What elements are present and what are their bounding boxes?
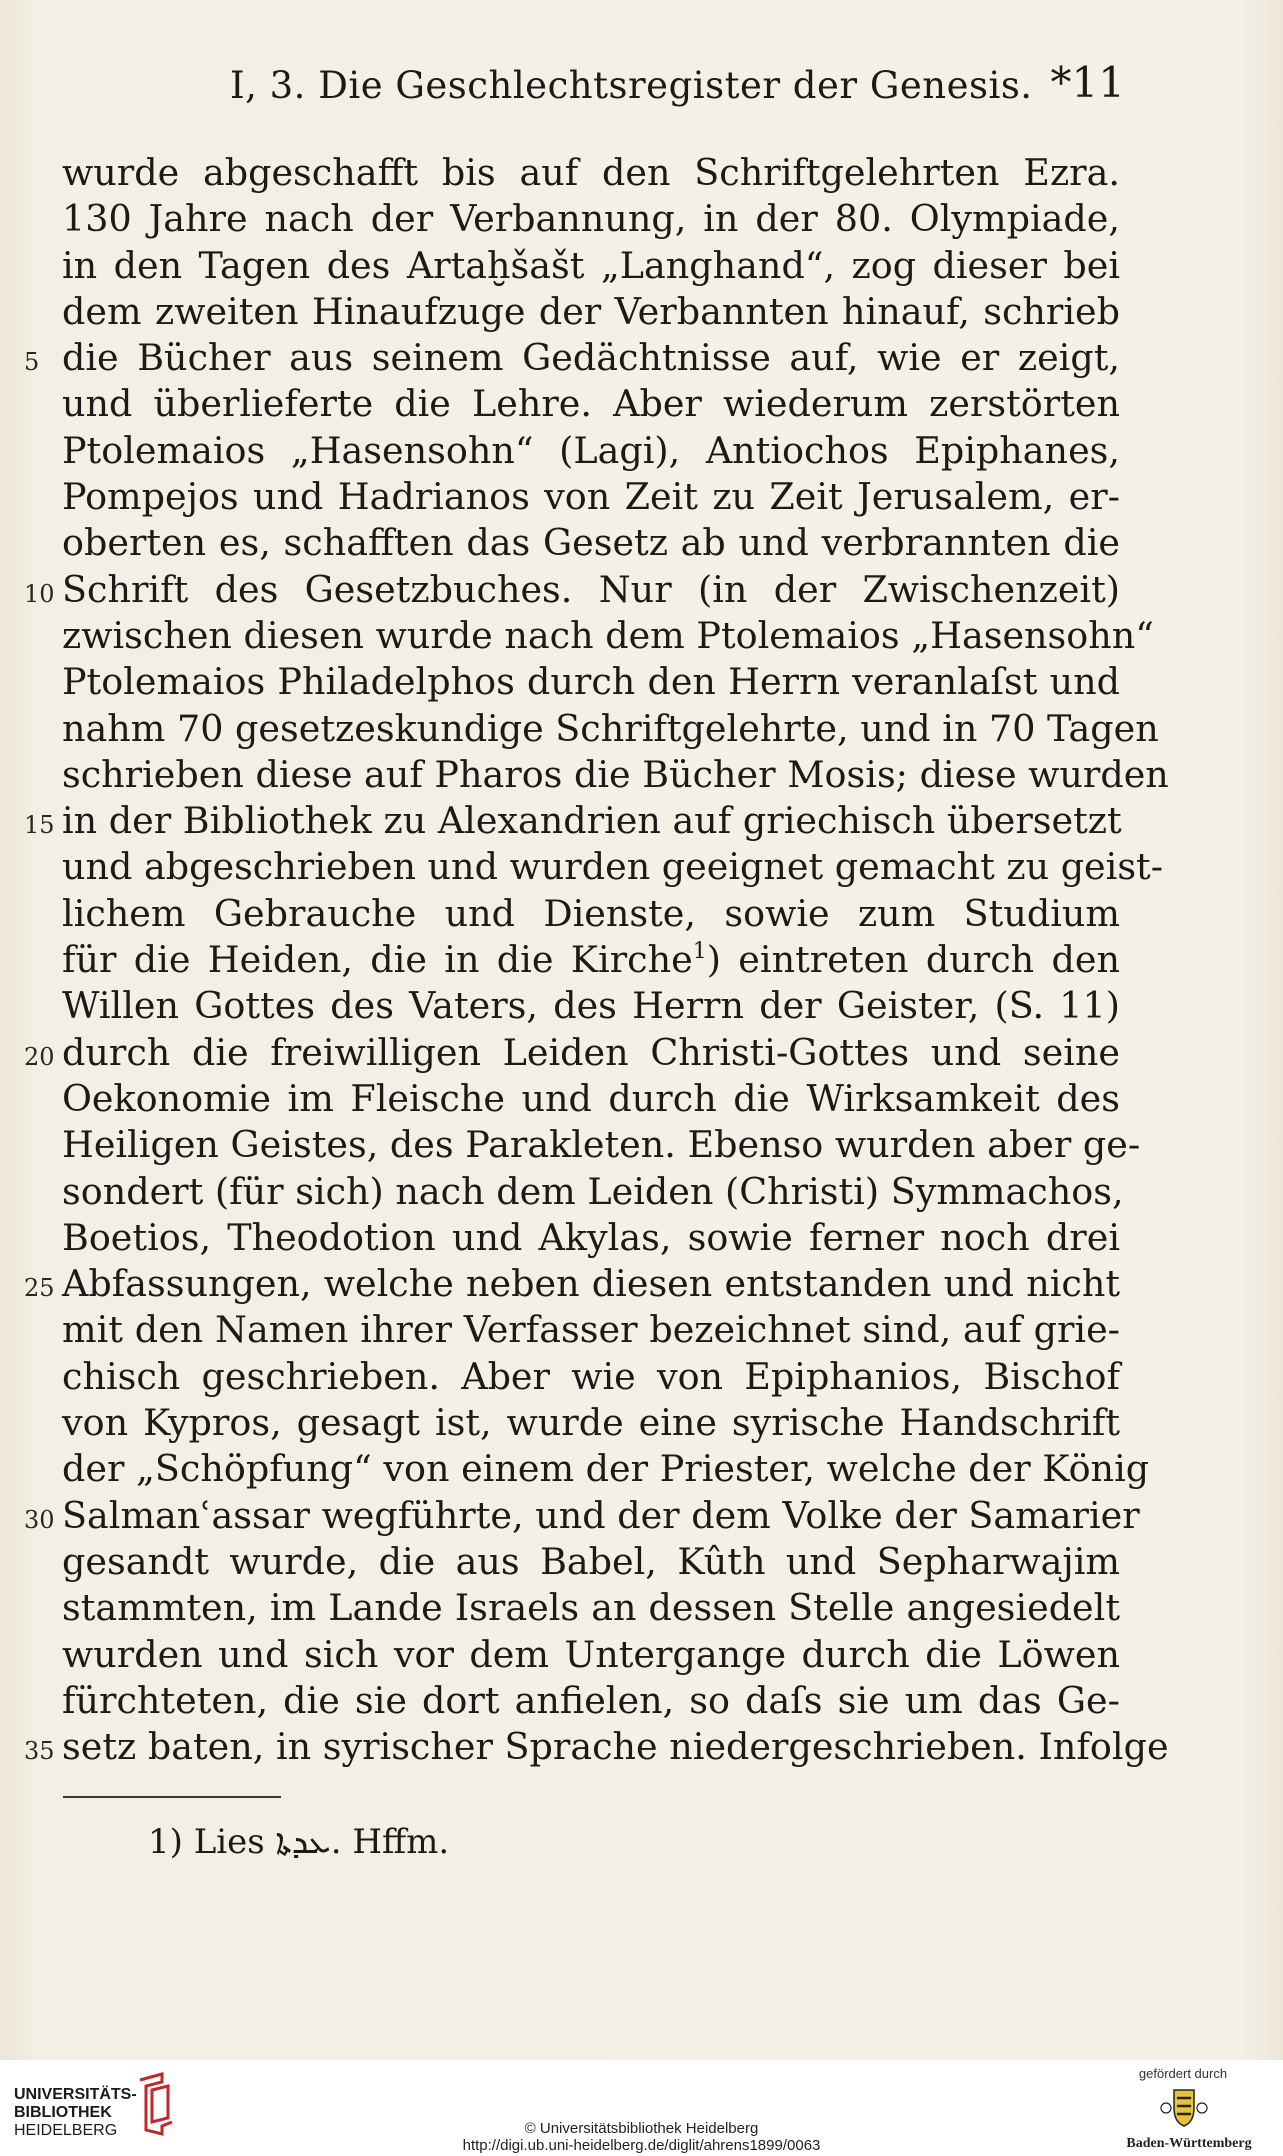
text-line [24, 798, 1122, 844]
line-text: Ptolemaios Philadelphos durch den Herrn veranlaſst und [62, 660, 1120, 704]
text-line [24, 1261, 1120, 1307]
line-text: und überlieferte die Lehre. Aber wiederum zerstörten [62, 382, 1120, 426]
line-text: Heiligen Geistes, des Parakleten. Ebenso wurden aber ge- [62, 1123, 1141, 1167]
running-header [230, 58, 1125, 118]
footnote-rule [63, 1796, 281, 1798]
line-text: stammten, im Lande Israels an dessen Stelle angesiedelt [62, 1586, 1120, 1630]
text-line [62, 891, 1120, 937]
library-name-line1: UNIVERSITÄTS- [14, 2086, 137, 2103]
line-text: zwischen diesen wurde nach dem Ptolemaios „Hasensohn“ [62, 613, 1154, 657]
text-line [24, 335, 1120, 381]
line-text: oberten es, schafften das Gesetz ab und verbrannten die [62, 521, 1120, 565]
text-line [62, 289, 1120, 335]
line-text: schrieben diese auf Pharos die Bücher Mosis; diese wurden [62, 752, 1169, 796]
line-text: Ptolemaios „Hasensohn“ (Lagi), Antiochos Epiphanes, [62, 428, 1120, 472]
line-text: wurden und sich vor dem Untergange durch die Löwen [62, 1632, 1120, 1676]
line-text: gesandt wurde, die aus Babel, Kûth und Sepharwajim [62, 1539, 1120, 1583]
text-line [62, 659, 1120, 705]
baden-wuerttemberg-seal-icon [1159, 2086, 1209, 2130]
line-text: in den Tagen des Artaḫšašt „Langhand“, zog dieser bei [62, 243, 1120, 287]
text-line [24, 1030, 1120, 1076]
text-line [24, 1724, 1169, 1770]
line-text: 130 Jahre nach der Verbannung, in der 80. Olympiade, [62, 197, 1120, 241]
line-text: der „Schöpfung“ von einem der Priester, welche der König [62, 1447, 1150, 1491]
footnote: 1) Lies ܥܕܬܐ. Hffm. [148, 1822, 450, 1862]
line-number: 30 [24, 1505, 55, 1534]
line-text: wurde abgeschafft bis auf den Schriftgelehrten Ezra. [62, 151, 1120, 194]
text-line [62, 1539, 1120, 1585]
line-text: fürchteten, die sie dort anfielen, so daſs sie um das Ge- [62, 1678, 1120, 1722]
line-text: von Kypros, gesagt ist, wurde eine syrische Handschrift [62, 1401, 1120, 1445]
text-line [24, 1493, 1140, 1539]
digitization-footer [0, 2060, 1283, 2156]
line-text: und abgeschrieben und wurden geeignet gemacht zu geist- [62, 845, 1164, 889]
state-name: Baden-Württemberg [1126, 2136, 1252, 2151]
line-text: Oekonomie im Fleische und durch die Wirksamkeit des [62, 1076, 1120, 1120]
text-line [24, 567, 1120, 613]
text-line [62, 1307, 1120, 1353]
text-line [62, 474, 1120, 520]
library-name-line3: HEIDELBERG [14, 2122, 118, 2139]
text-line [62, 150, 1120, 196]
line-text: nahm 70 gesetzeskundige Schriftgelehrte, und in 70 Tagen [62, 706, 1159, 750]
line-number: 20 [24, 1042, 55, 1071]
line-text: in der Bibliothek zu Alexandrien auf griechisch übersetzt [62, 799, 1122, 843]
line-text: dem zweiten Hinaufzuge der Verbannten hinauf, schrieb [62, 289, 1120, 333]
text-line [62, 1678, 1120, 1724]
line-text: sondert (für sich) nach dem Leiden (Christi) Symmachos, [62, 1169, 1124, 1213]
main-text [24, 150, 1169, 1770]
line-text: setz baten, in syrischer Sprache niedergeschrieben. Infolge [62, 1725, 1169, 1769]
line-number: 5 [24, 348, 40, 377]
page-number: *11 [1050, 58, 1125, 107]
line-text: chisch geschrieben. Aber wie von Epiphanios, Bischof [62, 1354, 1120, 1398]
text-line [62, 1076, 1120, 1122]
text-line [62, 1446, 1150, 1492]
text-line [62, 752, 1169, 798]
text-line [62, 613, 1154, 659]
text-line [62, 983, 1120, 1029]
text-line [62, 1632, 1120, 1678]
text-line [62, 1400, 1120, 1446]
line-text: für die Heiden, die in die Kirche [62, 938, 693, 982]
line-text: Salmanʿassar wegführte, und der dem Volke der Samarier [62, 1493, 1140, 1537]
line-number: 35 [24, 1737, 55, 1766]
line-text: lichem Gebrauche und Dienste, sowie zum Studium [62, 891, 1120, 935]
copyright-notice [0, 2120, 1283, 2154]
line-number: 15 [24, 811, 55, 840]
text-line [62, 1169, 1124, 1215]
funded-by-label: gefördert durch [1138, 2066, 1228, 2081]
text-line [62, 520, 1120, 566]
line-text: mit den Namen ihrer Verfasser bezeichnet sind, auf grie- [62, 1308, 1120, 1352]
text-line [62, 706, 1159, 752]
line-text: die Bücher aus seinem Gedächtnisse auf, wie er zeigt, [62, 336, 1120, 380]
line-number: 25 [24, 1274, 55, 1303]
line-text: Willen Gottes des Vaters, des Herrn der Geister, (S. 11) [62, 984, 1120, 1028]
text-line [62, 1122, 1141, 1168]
text-line [62, 243, 1120, 289]
line-text: Pompejos und Hadrianos von Zeit zu Zeit Jerusalem, er- [62, 475, 1120, 519]
text-line [62, 196, 1120, 242]
text-line [62, 844, 1164, 890]
chapter-title: I, 3. Die Geschlechtsregister der Genesis. [230, 64, 1033, 107]
text-line [62, 937, 1120, 983]
text-line [62, 381, 1120, 427]
line-text: Schrift des Gesetzbuches. Nur (in der Zwischenzeit) [62, 567, 1120, 611]
line-text-continued: ) eintreten durch den [706, 938, 1120, 982]
line-text: Abfassungen, welche neben diesen entstanden und nicht [62, 1262, 1120, 1306]
permalink[interactable]: http://digi.ub.uni-heidelberg.de/diglit/ahrens1899/0063 [462, 2137, 821, 2154]
text-line [62, 1585, 1120, 1631]
text-line [62, 1354, 1120, 1400]
line-number: 10 [24, 579, 55, 608]
footnote-marker[interactable]: 1 [692, 939, 707, 965]
library-name-line2: BIBLIOTHEK [14, 2104, 112, 2121]
copyright-text: © Universitätsbibliothek Heidelberg [524, 2120, 759, 2137]
line-text: durch die freiwilligen Leiden Christi-Gottes und seine [62, 1030, 1120, 1074]
text-line [62, 428, 1120, 474]
text-line [62, 1215, 1120, 1261]
line-text: Boetios, Theodotion und Akylas, sowie ferner noch drei [62, 1215, 1120, 1259]
